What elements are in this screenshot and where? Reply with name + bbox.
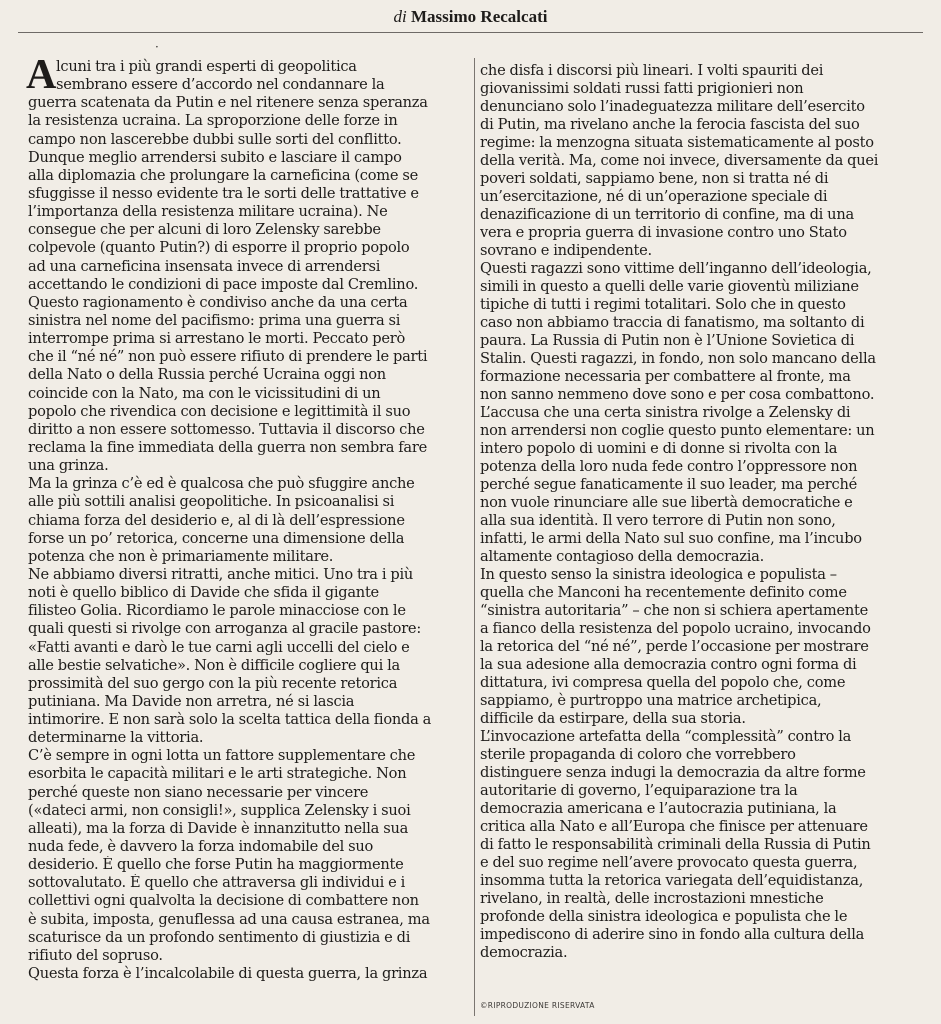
text-line: che il “né né” non può essere rifiuto di prendere le parti [28, 348, 428, 366]
text-line: sinistra nel nome del pacifismo: prima una guerra si [28, 311, 401, 329]
text-line: nuda fede, è davvero la forza indomabile del suo [28, 838, 374, 856]
text-line: Ma la grinza c’è ed è qualcosa che può sfuggire anche [28, 475, 415, 493]
text-line: caso non abbiamo traccia di fanatismo, ma soltanto di [480, 314, 865, 331]
text-line: autoritarie di governo, l’equiparazione tra la [480, 782, 798, 799]
text-line: giovanissimi soldati russi fatti prigionieri non [480, 80, 804, 97]
text-line: Questo ragionamento è condiviso anche da una certa [28, 293, 408, 311]
text-line: che disfa i discorsi più lineari. I volti spauriti dei [480, 62, 824, 79]
text-line: («dateci armi, non consigli!», supplica Zelensky i suoi [28, 801, 411, 819]
text-line: Questi ragazzi sono vittime dell’inganno dell’ideologia, [480, 260, 872, 277]
text-line: Dunque meglio arrendersi subito e lasciare il campo [28, 148, 402, 166]
text-line: putiniana. Ma Davide non arretra, né si lascia [28, 692, 355, 710]
text-line: potenza della loro nuda fede contro l’oppressore non [480, 458, 858, 475]
text-line: perché queste non siano necessarie per vincere [28, 783, 369, 801]
text-line: vera e propria guerra di invasione contro uno Stato [480, 224, 847, 241]
text-line: accettando le condizioni di pace imposte dal Cremlino. [28, 275, 419, 293]
text-line: C’è sempre in ogni lotta un fattore supplementare che [28, 747, 416, 765]
text-line: non sanno nemmeno dove sono e per cosa combattono. [480, 386, 875, 403]
text-line: «Fatti avanti e darò le tue carni agli uccelli del cielo e [28, 638, 410, 656]
text-line: insomma tutta la retorica variegata dell’equidistanza, [480, 872, 864, 889]
text-line: la retorica del “né né”, perde l’occasione per mostrare [480, 638, 869, 655]
text-line: dittatura, ivi compresa quella del popolo che, come [480, 674, 846, 691]
text-line: è subita, imposta, genuflessa ad una causa estranea, ma [28, 910, 430, 928]
text-line: sottovalutato. È quello che attraversa gli individui e i [28, 874, 406, 892]
text-line: campo non lascerebbe dubbi sulle sorti del conflitto. [28, 130, 402, 148]
text-line: di Putin, ma rivelano anche la ferocia fascista del suo [480, 116, 860, 133]
text-line: sembrano essere d’accordo nel condannare la [56, 76, 385, 94]
text-line: coincide con la Nato, ma con le vicissitudini di un [28, 384, 381, 402]
text-line: alleati), ma la forza di Davide è innanzitutto nella sua [28, 819, 409, 837]
text-line: Ne abbiamo diversi ritratti, anche mitici. Uno tra i più [28, 565, 414, 583]
text-line: sovrano e indipendente. [480, 242, 652, 259]
text-line: potenza che non è primariamente militare. [28, 547, 334, 565]
text-line: esorbita le capacità militari e le arti strategiche. Non [28, 765, 407, 783]
text-line: L’accusa che una certa sinistra rivolge a Zelensky di [480, 404, 851, 421]
text-line: ad una carneficina insensata invece di arrendersi [28, 257, 381, 275]
text-line: distinguere senza indugi la democrazia da altre forme [480, 764, 866, 781]
text-line: tipiche di tutti i regimi totalitari. Solo che in questo [480, 296, 846, 313]
text-line: quali questi si rivolge con arroganza al gracile pastore: [28, 620, 421, 638]
copyright-notice: ©RIPRODUZIONE RISERVATA [480, 1001, 595, 1010]
text-line: critica alla Nato e all’Europa che finisce per attenuare [480, 818, 868, 835]
print-mark: · [155, 40, 159, 54]
text-line: alla sua identità. Il vero terrore di Putin non sono, [480, 512, 836, 529]
text-line: “sinistra autoritaria” – che non si schiera apertamente [480, 602, 868, 619]
text-line: determinarne la vittoria. [28, 729, 204, 747]
text-line: della Nato o della Russia perché Ucraina oggi non [28, 366, 386, 384]
text-line: la sua adesione alla democrazia contro ogni forma di [480, 656, 857, 673]
drop-cap: A [26, 52, 57, 98]
article-column-right [480, 62, 922, 1024]
text-line: In questo senso la sinistra ideologica e populista – [480, 566, 837, 583]
text-line: desiderio. È quello che forse Putin ha maggiormente [28, 856, 404, 874]
text-line: non vuole rinunciare alle sue libertà democratiche e [480, 494, 853, 511]
text-line: chiama forza del desiderio e, al di là dell’espressione [28, 511, 405, 529]
text-line: popolo che rivendica con decisione e legittimità il suo [28, 402, 411, 420]
text-line: noti è quello biblico di Davide che sfida il gigante [28, 584, 379, 602]
text-line: l’importanza della resistenza militare ucraina). Ne [28, 203, 388, 221]
text-line: di fatto le responsabilità criminali della Russia di Putin [480, 836, 871, 853]
text-line: guerra scatenata da Putin e nel ritenere senza speranza [28, 94, 428, 112]
text-line: intero popolo di uomini e di donne si rivolta con la [480, 440, 838, 457]
text-line: infatti, le armi della Nato sul suo confine, ma l’incubo [480, 530, 862, 547]
text-line: simili in questo a quelli delle varie gioventù miliziane [480, 278, 859, 295]
text-line: poveri soldati, sappiamo bene, non si tratta né di [480, 170, 829, 187]
text-line: della verità. Ma, come noi invece, diversamente da quei [480, 152, 879, 169]
text-line: regime: la menzogna situata sistematicamente al posto [480, 134, 874, 151]
text-line: L’invocazione artefatta della “complessità” contro la [480, 728, 852, 745]
text-line: reclama la fine immediata della guerra non sembra fare [28, 438, 427, 456]
text-line: consegue che per alcuni di loro Zelensky sarebbe [28, 221, 381, 239]
text-line: Stalin. Questi ragazzi, in fondo, non solo mancano della [480, 350, 876, 367]
text-line: sterile propaganda di coloro che vorrebbero [480, 746, 796, 763]
text-line: difficile da estirpare, della sua storia. [480, 710, 746, 727]
article-column-left [26, 52, 473, 1020]
author-name: Massimo Recalcati [411, 7, 548, 26]
text-line: una grinza. [28, 457, 109, 475]
header-rule [18, 32, 923, 33]
text-line: profonde della sinistra ideologica e populista che le [480, 908, 848, 925]
text-line: impediscono di aderire sino in fondo alla cultura della [480, 926, 865, 943]
text-line: democrazia americana e l’autocrazia putiniana, la [480, 800, 837, 817]
text-line: alle più sottili analisi geopolitiche. In psicoanalisi si [28, 493, 395, 511]
text-line: un’esercitazione, né di un’operazione speciale di [480, 188, 828, 205]
text-line: diritto a non essere sottomesso. Tuttavia il discorso che [28, 420, 425, 438]
text-line: alla diplomazia che prolungare la carneficina (come se [28, 166, 418, 184]
text-line: sappiamo, è purtroppo una matrice archetipica, [480, 692, 822, 709]
text-line: intimorire. E non sarà solo la scelta tattica della fionda a [28, 711, 432, 729]
text-line: Questa forza è l’incalcolabile di questa guerra, la grinza [28, 965, 428, 983]
text-line: denunciano solo l’inadeguatezza militare dell’esercito [480, 98, 865, 115]
text-line: altamente contagioso della democrazia. [480, 548, 764, 565]
text-line: rifiuto del sopruso. [28, 946, 163, 964]
text-line: scaturisce da un profondo sentimento di giustizia e di [28, 928, 411, 946]
text-line: non arrendersi non coglie questo punto elementare: un [480, 422, 875, 439]
text-line: la resistenza ucraina. La sproporzione delle forze in [28, 112, 398, 130]
text-line: prossimità del suo gergo con la più recente retorica [28, 674, 398, 692]
text-line-content: lcuni tra i più grandi esperti di geopolitica [56, 58, 357, 75]
text-line: rivelano, in realtà, delle incrostazioni mnestiche [480, 890, 824, 907]
text-line: collettivi ogni qualvolta la decisione di combattere non [28, 892, 419, 910]
text-line: forse un po’ retorica, concerne una dimensione della [28, 529, 405, 547]
text-line: a fianco della resistenza del popolo ucraino, invocando [480, 620, 871, 637]
text-line: formazione necessaria per combattere al fronte, ma [480, 368, 851, 385]
byline [18, 6, 923, 28]
text-line: alle bestie selvatiche». Non è difficile cogliere qui la [28, 656, 400, 674]
text-line: interrompe prima si arrestano le morti. Peccato però [28, 330, 406, 348]
text-line: colpevole (quanto Putin?) di esporre il proprio popolo [28, 239, 410, 257]
column-divider [474, 58, 475, 1016]
text-line: filisteo Golia. Ricordiamo le parole minacciose con le [28, 602, 406, 620]
text-line: perché segue fanaticamente il suo leader, ma perché [480, 476, 857, 493]
text-line: sfuggisse il nesso evidente tra le sorti delle trattative e [28, 184, 419, 202]
byline-prefix: di [393, 7, 407, 26]
text-line: democrazia. [480, 944, 568, 961]
text-line: paura. La Russia di Putin non è l’Unione Sovietica di [480, 332, 855, 349]
text-line: denazificazione di un territorio di confine, ma di una [480, 206, 854, 223]
text-line: e del suo regime nell’avere provocato questa guerra, [480, 854, 858, 871]
text-line: quella che Manconi ha recentemente definito come [480, 584, 847, 601]
